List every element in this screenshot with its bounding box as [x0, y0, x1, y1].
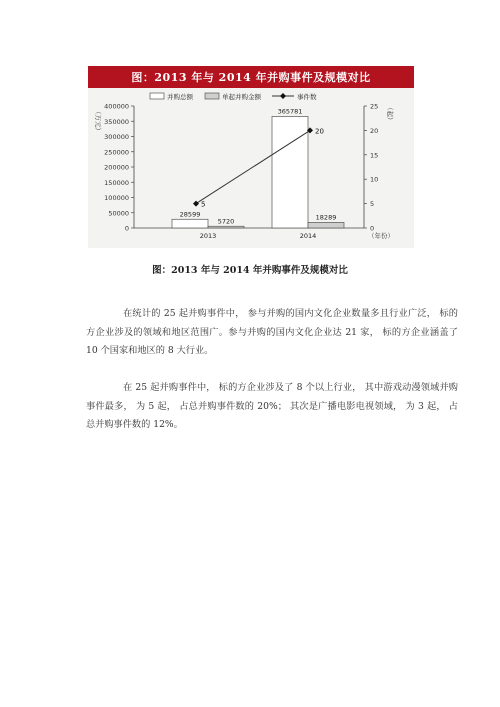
x-tick-label: 2014 — [299, 232, 317, 240]
x-tick-label: 2013 — [199, 232, 217, 240]
left-tick-label: 350000 — [104, 117, 129, 126]
bar-total-data-label: 28599 — [179, 210, 201, 219]
left-tick-label: 50000 — [108, 209, 129, 218]
left-tick-label: 100000 — [104, 194, 129, 202]
legend-swatch-single — [205, 93, 219, 99]
legend-marker-events — [280, 93, 286, 99]
legend-label-events: 事件数 — [297, 93, 317, 101]
left-tick-label: 400000 — [104, 102, 129, 111]
events-point — [193, 201, 199, 207]
right-tick-label: 5 — [370, 200, 375, 209]
chart-panel — [88, 88, 414, 248]
paragraph-2: 在 25 起并购事件中， 标的方企业涉及了 8 个以上行业， 其中游戏动漫领域并购事件最多， 为 5 起， 占总并购事件数的 20%； 其次是广播电影电视领域， 为 3 起， 占总并购事件数的 12%。 — [86, 382, 458, 431]
right-tick-label: 10 — [370, 175, 379, 184]
left-tick-label: 200000 — [104, 163, 129, 172]
bar-single-data-label: 5720 — [217, 217, 235, 226]
x-unit-label: （年份） — [368, 232, 394, 240]
bar-total-data-label: 365781 — [277, 107, 303, 116]
right-tick-label: 15 — [370, 151, 379, 160]
right-axis-label: （起） — [386, 104, 394, 124]
left-tick-label: 250000 — [104, 148, 129, 157]
bar-line-chart — [88, 88, 414, 248]
right-tick-label: 20 — [370, 126, 379, 135]
bar-total — [272, 116, 308, 228]
bar-single — [208, 226, 244, 228]
bar-single-data-label: 18289 — [315, 213, 337, 222]
bar-single — [308, 222, 344, 228]
figure-caption: 图：2013 年与 2014 年并购事件及规模对比 — [152, 265, 348, 276]
left-tick-label: 0 — [124, 224, 129, 233]
events-data-label: 5 — [201, 200, 206, 209]
right-tick-label: 25 — [370, 102, 379, 111]
events-data-label: 20 — [315, 127, 324, 136]
figure-header-title: 图：2013 年与 2014 年并购事件及规模对比 — [88, 66, 414, 88]
left-axis-label: （万元） — [94, 108, 102, 134]
legend-label-single: 单起并购金额 — [222, 93, 261, 101]
left-tick-label: 150000 — [104, 178, 129, 187]
right-tick-label: 0 — [370, 224, 375, 233]
legend-swatch-total — [150, 93, 164, 99]
bar-total — [172, 219, 208, 228]
left-tick-label: 300000 — [104, 133, 129, 141]
legend-label-total: 并购总额 — [167, 93, 193, 101]
paragraph-1: 在统计的 25 起并购事件中， 参与并购的国内文化企业数量多且行业广泛， 标的方企业涉及的领域和地区范围广。参与并购的国内文化企业达 21 家， 标的方企业涵盖了 10 个国家和地区的 8 大行业。 — [86, 308, 458, 357]
